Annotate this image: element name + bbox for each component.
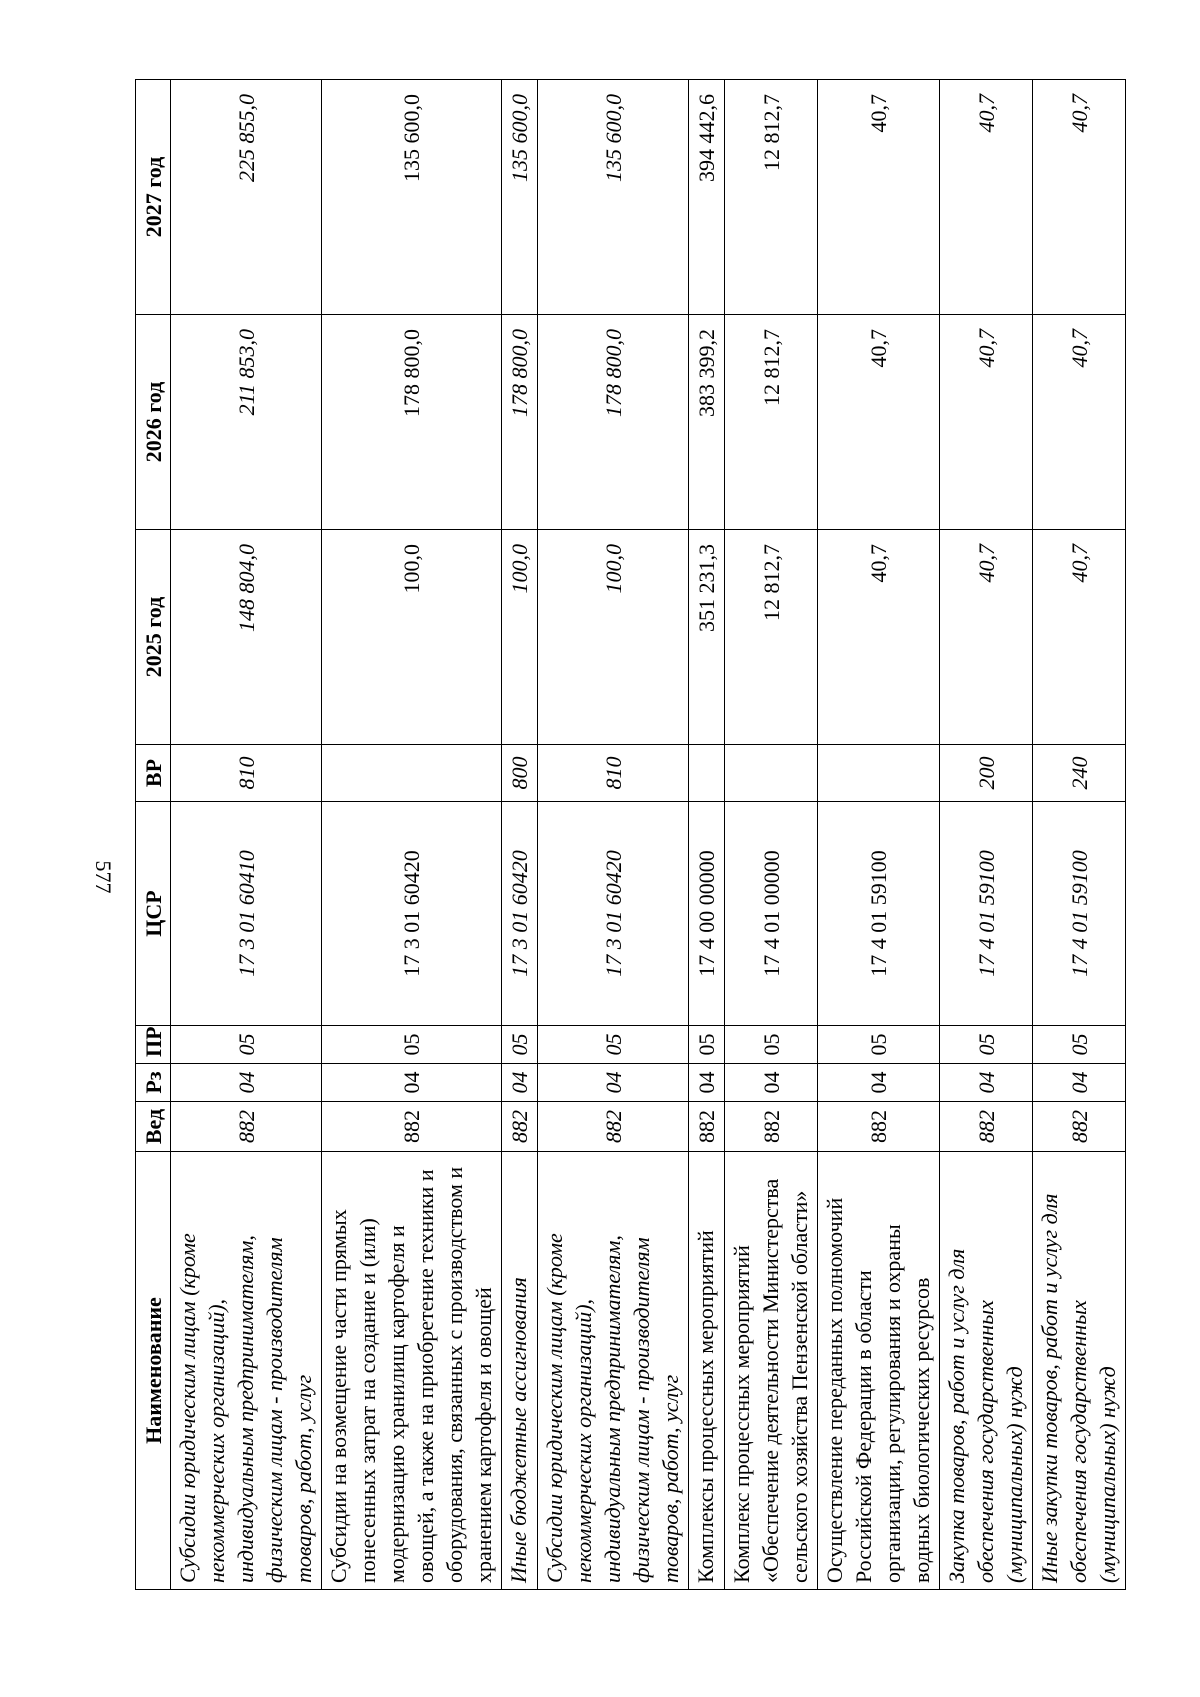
row-pr: 05 [502,1026,538,1064]
table-row [171,80,322,1590]
table-row [502,80,538,1590]
row-2025: 40,7 [1033,530,1126,745]
row-vr [322,745,502,802]
header-2025: 2025 год [136,530,171,745]
header-2026: 2026 год [136,315,171,530]
row-2025: 148 804,0 [171,530,322,745]
header-pr: ПР [136,1026,171,1064]
row-rz: 04 [502,1064,538,1102]
row-vr [725,745,818,802]
row-rz: 04 [725,1064,818,1102]
row-2027: 135 600,0 [538,80,689,315]
row-rz: 04 [322,1064,502,1102]
row-vr: 810 [171,745,322,802]
row-csr: 17 3 01 60420 [502,802,538,1026]
table-row [538,80,689,1590]
row-ved: 882 [1033,1102,1126,1152]
budget-table [135,79,1126,1590]
row-2025: 40,7 [940,530,1033,745]
table-row [725,80,818,1590]
row-2027: 40,7 [1033,80,1126,315]
row-2026: 178 800,0 [322,315,502,530]
row-name: Осуществление переданных полномочий Российской Федерации в области организации, регулирования и охраны водных биологических ресурсов [818,1152,940,1590]
row-csr: 17 3 01 60420 [538,802,689,1026]
row-ved: 882 [818,1102,940,1152]
row-csr: 17 4 00 00000 [689,802,725,1026]
budget-table-container [135,80,1120,1590]
row-rz: 04 [538,1064,689,1102]
row-rz: 04 [689,1064,725,1102]
row-name: Субсидии на возмещение части прямых понесенных затрат на создание и (или) модернизацию хранилищ картофеля и овощей, а также на приобретение техники и оборудования, связанных с производством и хранением картофеля и овощей [322,1152,502,1590]
table-row [940,80,1033,1590]
rotated-table-frame [135,80,1120,1590]
row-name: Иные закупки товаров, работ и услуг для обеспечения государственных (муниципальных) нужд [1033,1152,1126,1590]
row-vr: 810 [538,745,689,802]
row-ved: 882 [502,1102,538,1152]
header-2027: 2027 год [136,80,171,315]
row-pr: 05 [818,1026,940,1064]
page-number: 577 [91,860,116,894]
row-rz: 04 [1033,1064,1126,1102]
row-vr: 200 [940,745,1033,802]
row-ved: 882 [171,1102,322,1152]
row-name: Субсидии юридическим лицам (кроме некоммерческих организаций), индивидуальным предпринимателям, физическим лицам - производителям товаров, работ, услуг [538,1152,689,1590]
row-2025: 351 231,3 [689,530,725,745]
row-name: Закупка товаров, работ и услуг для обеспечения государственных (муниципальных) нужд [940,1152,1033,1590]
row-ved: 882 [322,1102,502,1152]
row-pr: 05 [940,1026,1033,1064]
table-row [1033,80,1126,1590]
row-ved: 882 [940,1102,1033,1152]
row-csr: 17 4 01 59100 [940,802,1033,1026]
row-csr: 17 4 01 59100 [818,802,940,1026]
row-rz: 04 [818,1064,940,1102]
row-2025: 100,0 [502,530,538,745]
row-2026: 383 399,2 [689,315,725,530]
header-name: Наименование [136,1152,171,1590]
row-ved: 882 [689,1102,725,1152]
row-vr: 240 [1033,745,1126,802]
table-row [689,80,725,1590]
row-name: Комплексы процессных мероприятий [689,1152,725,1590]
header-row [136,80,171,1590]
row-2025: 12 812,7 [725,530,818,745]
row-2027: 40,7 [940,80,1033,315]
row-csr: 17 3 01 60420 [322,802,502,1026]
row-2026: 211 853,0 [171,315,322,530]
row-pr: 05 [1033,1026,1126,1064]
row-2026: 40,7 [940,315,1033,530]
row-name: Субсидии юридическим лицам (кроме некоммерческих организаций), индивидуальным предпринимателям, физическим лицам - производителям товаров, работ, услуг [171,1152,322,1590]
row-2026: 40,7 [1033,315,1126,530]
row-name: Комплекс процессных мероприятий «Обеспечение деятельности Министерства сельского хозяйства Пензенской области» [725,1152,818,1590]
table-row [322,80,502,1590]
row-2027: 135 600,0 [502,80,538,315]
row-ved: 882 [538,1102,689,1152]
row-pr: 05 [171,1026,322,1064]
row-2027: 394 442,6 [689,80,725,315]
header-ved: Вед [136,1102,171,1152]
header-csr: ЦСР [136,802,171,1026]
row-ved: 882 [725,1102,818,1152]
row-pr: 05 [538,1026,689,1064]
row-2027: 225 855,0 [171,80,322,315]
row-2026: 178 800,0 [502,315,538,530]
row-rz: 04 [171,1064,322,1102]
header-vr: ВР [136,745,171,802]
row-2027: 12 812,7 [725,80,818,315]
row-2027: 135 600,0 [322,80,502,315]
row-2027: 40,7 [818,80,940,315]
header-rz: Рз [136,1064,171,1102]
row-2026: 178 800,0 [538,315,689,530]
row-csr: 17 4 01 59100 [1033,802,1126,1026]
row-2025: 100,0 [538,530,689,745]
table-row [818,80,940,1590]
row-vr [818,745,940,802]
row-name: Иные бюджетные ассигнования [502,1152,538,1590]
row-2025: 40,7 [818,530,940,745]
row-2025: 100,0 [322,530,502,745]
row-csr: 17 3 01 60410 [171,802,322,1026]
row-pr: 05 [689,1026,725,1064]
row-vr [689,745,725,802]
row-pr: 05 [322,1026,502,1064]
row-csr: 17 4 01 00000 [725,802,818,1026]
row-2026: 12 812,7 [725,315,818,530]
row-rz: 04 [940,1064,1033,1102]
row-vr: 800 [502,745,538,802]
row-2026: 40,7 [818,315,940,530]
row-pr: 05 [725,1026,818,1064]
